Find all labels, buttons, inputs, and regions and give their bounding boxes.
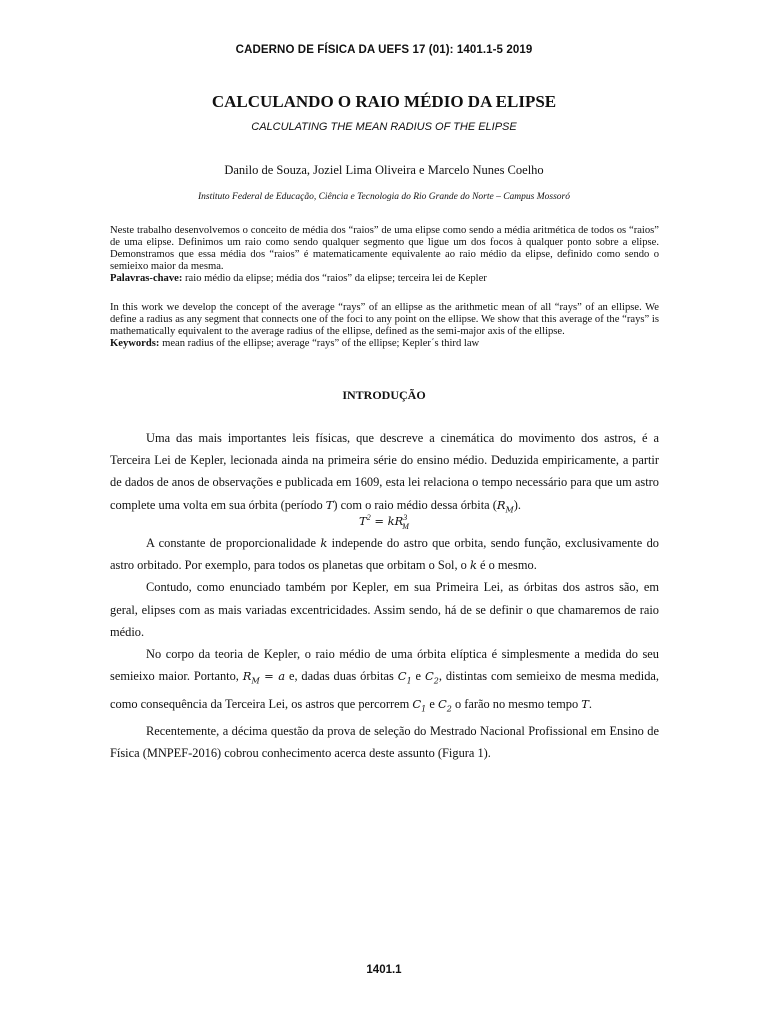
abstract-english — [110, 302, 659, 350]
p4-text-d: o farão no mesmo tempo — [451, 696, 582, 711]
p4-and-1: e — [411, 669, 425, 684]
eq-lhs: T — [359, 514, 367, 529]
period-variable: T — [325, 497, 334, 512]
p2-text-b: independe do astro que orbita, sendo função, exclusivamente do astro orbitado. Por exemplo, para todos os planetas que orbitam o Sol, o — [110, 536, 659, 573]
keywords-en-label: Keywords: — [110, 338, 160, 350]
orbit-c1-subscript: 1 — [406, 676, 412, 686]
eq-lhs-exponent: 2 — [366, 513, 371, 522]
abstract-en-text: In this work we develop the concept of the average “rays” of an ellipse as the arithmetic mean of all “rays” of an ellipse. We define a radius as any segment that connects one of the foci to any point on the ellipse. We show that this average of the “rays” is mathematically equivalent to the average radius of the ellipse, defined as the semi-major axis of the ellipse. — [110, 302, 659, 338]
abstract-pt-text: Neste trabalho desenvolvemos o conceito de média dos “raios” de uma elipse como sendo a média aritmética de todos os “raios” de uma elipse. Definimos um raio como sendo qualquer segmento que ligue um dos focos à qualquer ponto sobre a elipse. Demonstramos que essa média dos “raios” é matematicamente equivalente ao raio médio da elipse, definido como sendo o semieixo maior da mesma. — [110, 225, 659, 273]
eq-r: R — [242, 669, 252, 684]
kepler-third-law-equation — [0, 513, 768, 531]
intro-paragraph-5: Recentemente, a décima questão da prova de seleção do Mestrado Nacional Profissional em Ensino de Física (MNPEF-2016) cobrou conhecimento acerca deste assunto (Figura 1). — [110, 724, 659, 761]
orbit-c2 — [424, 669, 439, 686]
p4-and-2: e — [426, 696, 438, 711]
intro-paragraph-1 — [110, 427, 659, 521]
p4-text-c: , distintas com semieixo de mesma medida, como consequência da Terceira Lei, os astros que percorrem — [110, 669, 659, 711]
orbit-c1-symbol: C — [397, 669, 407, 684]
eq-rhs-subscript: M — [402, 521, 409, 531]
running-header: CADERNO DE FÍSICA DA UEFS 17 (01): 1401.1-5 2019 — [235, 44, 533, 56]
intro-paragraph-2 — [110, 532, 659, 576]
p2-text-a: A constante de proporcionalidade — [146, 536, 321, 550]
p2-text-c: é o mesmo. — [476, 558, 537, 573]
p1-text-c: ). — [513, 497, 521, 512]
eq-rhs: = kR — [370, 514, 404, 529]
constant-variable-2: k — [469, 558, 477, 573]
abstract-portuguese — [110, 225, 659, 285]
orbit-c2b-symbol: C — [437, 696, 447, 711]
radius-variable — [497, 498, 514, 512]
author-affiliation: Instituto Federal de Educação, Ciência e Tecnologia do Rio Grande do Norte – Campus Mossoró — [198, 192, 570, 202]
eq-r-rest: = a — [259, 669, 286, 684]
p4-text-a: No corpo da teoria de Kepler, o raio médio de uma órbita elíptica é simplesmente a medida do seu semieixo maior. Portanto, — [110, 647, 659, 684]
constant-variable: k — [320, 536, 328, 550]
page-number: 1401.1 — [366, 964, 402, 976]
orbit-c2-subscript: 2 — [433, 676, 439, 686]
intro-paragraph-3: Contudo, como enunciado também por Kepler, em sua Primeira Lei, as órbitas dos astros são, em geral, elipses com as mais variadas excentricidades. Assim sendo, há de se definir o que chamaremos de raio médio. — [110, 580, 659, 639]
author-list: Danilo de Souza, Joziel Lima Oliveira e Marcelo Nunes Coelho — [224, 163, 544, 177]
article-title: CALCULANDO O RAIO MÉDIO DA ELIPSE — [211, 92, 557, 111]
radius-subscript: M — [505, 504, 514, 514]
orbit-c1b-subscript: 1 — [421, 704, 427, 714]
p4-text-e: . — [588, 696, 593, 711]
radius-symbol: R — [496, 497, 506, 512]
p1-text-a: Uma das mais importantes leis físicas, que descreve a cinemática do movimento dos astros, é a Terceira Lei de Kepler, lecionada ainda na primeira série do ensino médio. Deduzida empiricamente, a partir de dados de anos de observações e publicada em 1609, esta lei relaciona o tempo necessário para que um astro complete uma volta em sua órbita (período — [110, 431, 659, 512]
orbit-c1 — [397, 669, 412, 686]
p1-text-b: ) com o raio médio dessa órbita ( — [333, 497, 497, 512]
mean-radius-equation — [242, 669, 286, 686]
keywords-pt: raio médio da elipse; média dos “raios” da elipse; terceira lei de Kepler — [185, 273, 487, 285]
orbit-c1b-symbol: C — [412, 696, 422, 711]
intro-body — [110, 532, 659, 765]
keywords-en: mean radius of the ellipse; average “rays” of the ellipse; Kepler´s third law — [162, 338, 480, 350]
eq-rhs-exponent: 3 — [403, 513, 408, 522]
orbit-c2b-subscript: 2 — [446, 704, 452, 714]
period-variable-2: T — [581, 696, 589, 711]
eq-r-subscript: M — [251, 676, 260, 686]
orbit-c1-second — [412, 696, 427, 714]
orbit-c2-second — [437, 696, 452, 714]
p4-text-b: e, dadas duas órbitas — [285, 669, 398, 684]
keywords-pt-label: Palavras-chave: — [110, 273, 183, 285]
section-heading-introduction: INTRODUÇÃO — [342, 388, 426, 402]
orbit-c2-symbol: C — [424, 669, 434, 684]
intro-paragraph-4 — [110, 643, 659, 720]
article-subtitle: CALCULATING THE MEAN RADIUS OF THE ELIPSE — [251, 121, 517, 133]
